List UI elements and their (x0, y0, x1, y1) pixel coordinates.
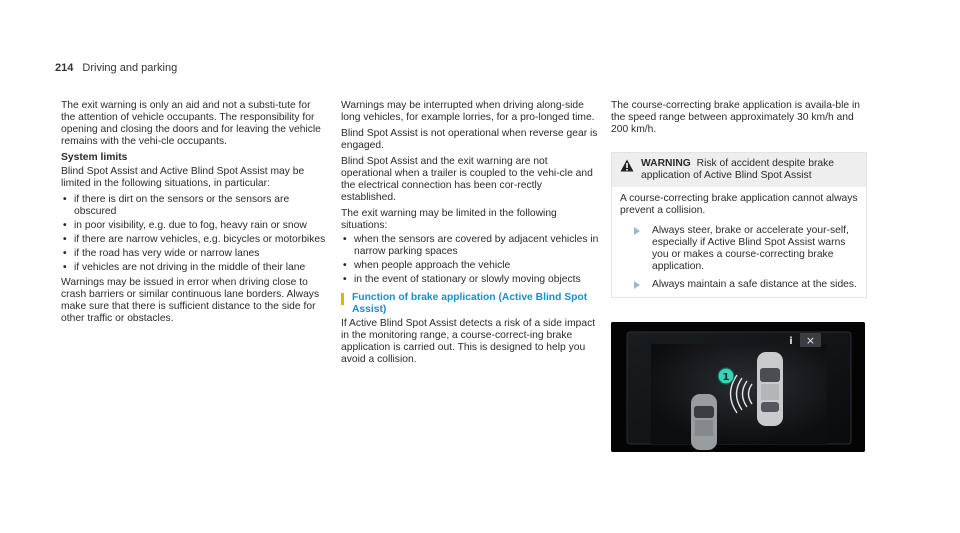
svg-text:1: 1 (722, 372, 730, 383)
intro-paragraph: The exit warning is only an aid and not a substi-tute for the attention of vehicle occupants. The responsibility for opening and closing the doors and for leaving the vehicle remains with the vehi-cle occupants. (61, 100, 321, 147)
warning-step (620, 225, 858, 273)
arrow-right-icon (634, 281, 640, 289)
svg-text:×: × (805, 334, 816, 347)
column-3 (611, 100, 865, 298)
section-title-text: Function of brake application (Active Blind Spot Assist) (352, 292, 588, 315)
availability-paragraph: The course-correcting brake application is availa-ble in the speed range between approximately 30 km/h and 200 km/h. (611, 100, 860, 135)
display-illustration (611, 322, 865, 452)
blind-spot-display (611, 322, 865, 452)
exit-limited-intro: The exit warning may be limited in the following situations: (341, 208, 557, 231)
list-item: • when the sensors are covered by adjacent vehicles in narrow parking spaces (341, 234, 599, 258)
arrow-right-icon (634, 227, 640, 235)
close-icon (800, 333, 821, 347)
warning-step (620, 279, 858, 291)
warning-title (641, 158, 858, 182)
section-name: Driving and parking (82, 62, 178, 74)
trailer-paragraph: Blind Spot Assist and the exit warning are not operational when a trailer is coupled to the vehi-cle and the electrical connection has been cor-rectly established. (341, 156, 593, 203)
list-item: • if there are narrow vehicles, e.g. bicycles or motorbikes (61, 234, 326, 246)
list-item: • when people approach the vehicle (341, 260, 599, 272)
limits-list (61, 194, 326, 274)
other-car-icon (691, 394, 717, 450)
list-item: • if the road has very wide or narrow lanes (61, 248, 326, 260)
warning-title-text: Risk of accident despite brake application of Active Blind Spot Assist (641, 158, 835, 181)
exit-list (341, 234, 599, 286)
svg-text:i: i (789, 336, 793, 347)
page-number: 214 (55, 62, 74, 74)
warning-label: WARNING (641, 158, 691, 169)
step-text: Always maintain a safe distance at the sides. (652, 279, 857, 290)
warning-header (612, 153, 866, 187)
reverse-paragraph: Blind Spot Assist is not operational when reverse gear is engaged. (341, 128, 598, 151)
list-item: • in the event of stationary or slowly moving objects (341, 274, 599, 286)
list-item: • if there is dirt on the sensors or the sensors are obscured (61, 194, 326, 218)
info-icon (789, 336, 792, 347)
warning-box (611, 152, 867, 298)
callout-badge (718, 368, 734, 384)
interrupted-paragraph: Warnings may be interrupted when driving along-side long vehicles, for example lorries, for a pro-longed time. (341, 100, 595, 123)
step-text: Always steer, brake or accelerate your-self, especially if Active Blind Spot Assist warns you or makes a course-correcting brake application. (652, 225, 849, 272)
warning-triangle-icon (620, 159, 634, 172)
warning-body (612, 187, 866, 297)
own-car-icon (757, 352, 783, 426)
warning-text: A course-correcting brake application cannot always prevent a collision. (620, 193, 858, 216)
limits-intro: Blind Spot Assist and Active Blind Spot Assist may be limited in the following situations, in particular: (61, 166, 305, 189)
column-2 (341, 100, 599, 370)
section-title (341, 292, 599, 316)
system-limits-heading: System limits (61, 152, 128, 163)
page-header (55, 62, 177, 74)
warnings-note: Warnings may be issued in error when driving close to crash barriers or similar continuous lane borders. Always make sure that there is sufficient distance to the side for other traffic or obstacles. (61, 277, 320, 324)
list-item: • in poor visibility, e.g. due to fog, heavy rain or snow (61, 220, 326, 232)
section-body: If Active Blind Spot Assist detects a risk of a side impact in the monitoring range, a course-correct-ing brake application is carried out. This is designed to help you avoid a collision. (341, 318, 596, 365)
column-1 (61, 100, 326, 329)
section-marker (341, 293, 344, 305)
list-item: • if vehicles are not driving in the middle of their lane (61, 262, 326, 274)
